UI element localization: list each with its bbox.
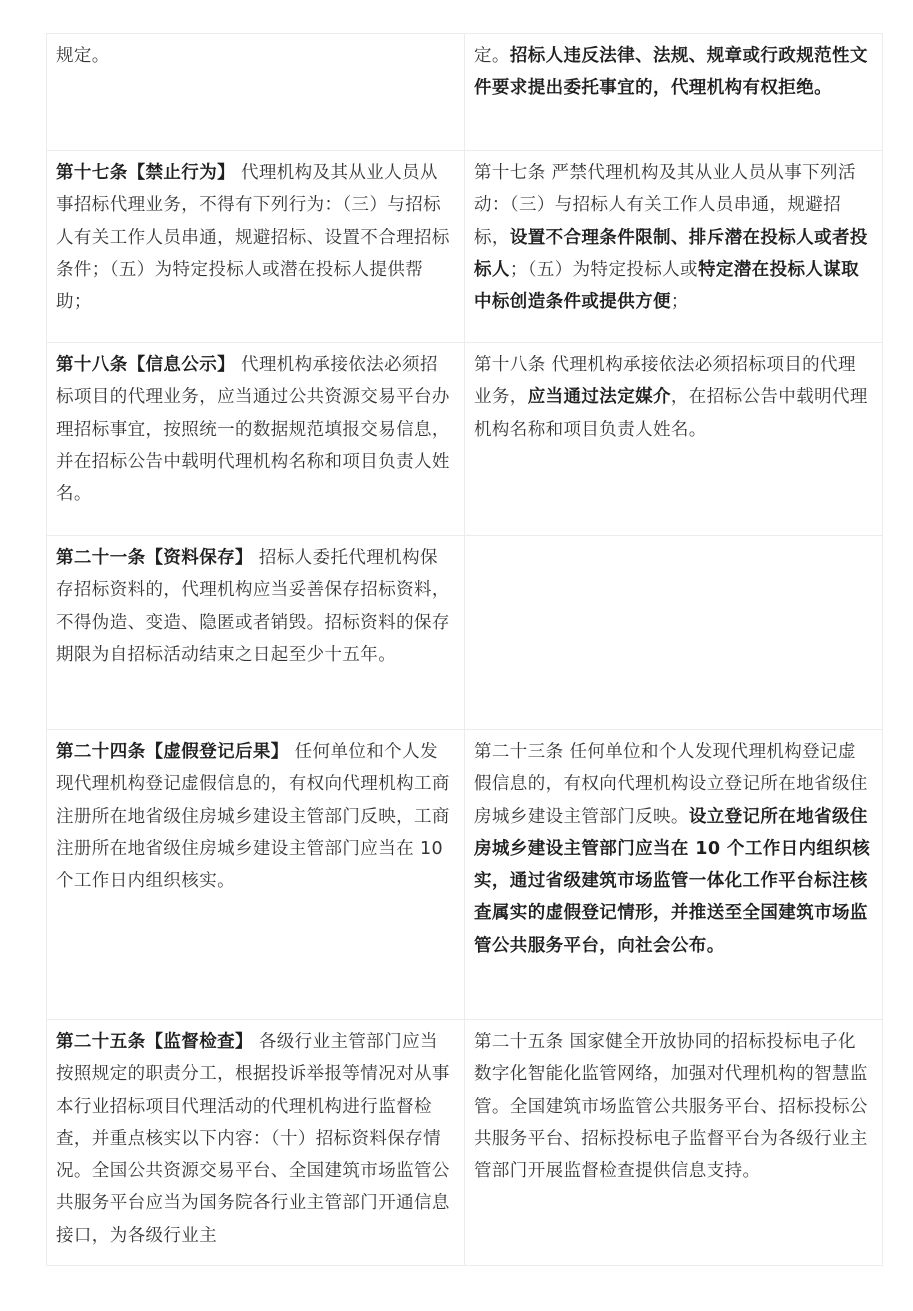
body-text: 定。 <box>474 46 510 66</box>
table-row <box>47 536 883 730</box>
draft-provision-cell <box>47 34 465 151</box>
emphasized-text: 招标人违反法律、法规、规章或行政规范性文件要求提出委托事宜的，代理机构有权拒绝。 <box>474 46 868 99</box>
emphasized-text: 设立登记所在地省级住房城乡建设主管部门应当在 10 个工作日内组织核实，通过省级建筑市场监管一体化工作平台标注核查属实的虚假登记情形，并推送至全国建筑市场监管公共服务平台，向社会公布。 <box>474 806 871 956</box>
body-text: 各级行业主管部门应当按照规定的职责分工，根据投诉举报等情况对从事本行业招标项目代理活动的代理机构进行监督检查，并重点核实以下内容：（十）招标资料保存情况。全国公共资源交易平台、全国建筑市场监管公共服务平台应当为国务院各行业主管部门开通信息接口，为各级行业主 <box>56 1032 450 1246</box>
revised-provision-cell <box>465 34 883 151</box>
draft-provision-cell <box>47 730 465 1020</box>
draft-provision-cell <box>47 1020 465 1266</box>
emphasized-text: 第二十四条【虚假登记后果】 <box>56 742 289 762</box>
revised-provision-cell <box>465 1020 883 1266</box>
body-text: 代理机构承接依法必须招标项目的代理业务，应当通过公共资源交易平台办理招标事宜，按照统一的数据规范填报交易信息，并在招标公告中载明代理机构名称和项目负责人姓名。 <box>56 355 450 505</box>
emphasized-text: 应当通过法定媒介 <box>527 387 671 408</box>
table-row <box>47 1020 883 1266</box>
emphasized-text: 第十七条【禁止行为】 <box>56 163 235 183</box>
body-text: 代理机构及其从业人员从事招标代理业务，不得有下列行为：（三）与招标人有关工作人员串通，规避招标、设置不合理招标条件；（五）为特定投标人或潜在投标人提供帮助； <box>56 163 450 313</box>
body-text: 第二十五条 国家健全开放协同的招标投标电子化数字化智能化监管网络，加强对代理机构的智慧监管。全国建筑市场监管公共服务平台、招标投标公共服务平台、招标投标电子监督平台为各级行业主管部门开展监督检查提供信息支持。 <box>474 1032 868 1182</box>
table-row <box>47 151 883 343</box>
emphasized-text: 第二十五条【监督检查】 <box>56 1032 253 1052</box>
draft-provision-cell <box>47 343 465 536</box>
comparison-table-body <box>47 34 883 1266</box>
body-text: 第十八条 代理机构承接依法必须招标项目的代理业务， <box>474 355 856 408</box>
revised-provision-cell <box>465 151 883 343</box>
emphasized-text: 第十八条【信息公示】 <box>56 355 235 375</box>
body-text: ； <box>670 292 689 313</box>
draft-provision-cell <box>47 536 465 730</box>
emphasized-text: 第二十一条【资料保存】 <box>56 548 253 568</box>
revised-provision-cell <box>465 343 883 536</box>
body-text: ，在招标公告中载明代理机构名称和项目负责人姓名。 <box>474 387 868 440</box>
body-text: 第十七条 严禁代理机构及其从业人员从事下列活动：（三）与招标人有关工作人员串通，规避招标， <box>474 163 856 248</box>
body-text: ；（五）为特定投标人或 <box>509 259 698 280</box>
body-text: 招标人委托代理机构保存招标资料的，代理机构应当妥善保存招标资料，不得伪造、变造、隐匿或者销毁。招标资料的保存期限为自招标活动结束之日起至少十五年。 <box>56 548 450 665</box>
body-text: 规定。 <box>56 46 110 66</box>
comparison-table <box>46 33 883 1266</box>
body-text: 第二十三条 任何单位和个人发现代理机构登记虚假信息的，有权向代理机构设立登记所在地省级住房城乡建设主管部门反映。 <box>474 742 868 827</box>
table-row <box>47 730 883 1020</box>
draft-provision-cell <box>47 151 465 343</box>
emphasized-text: 特定潜在投标人谋取中标创造条件或提供方便 <box>474 259 860 313</box>
table-row <box>47 343 883 536</box>
revised-provision-cell <box>465 730 883 1020</box>
revised-provision-cell <box>465 536 883 730</box>
table-row <box>47 34 883 151</box>
body-text: 任何单位和个人发现代理机构登记虚假信息的，有权向代理机构工商注册所在地省级住房城乡建设主管部门反映，工商注册所在地省级住房城乡建设主管部门应当在 10 个工作日内组织核实。 <box>56 742 450 892</box>
emphasized-text: 设置不合理条件限制、排斥潜在投标人或者投标人 <box>474 227 868 280</box>
